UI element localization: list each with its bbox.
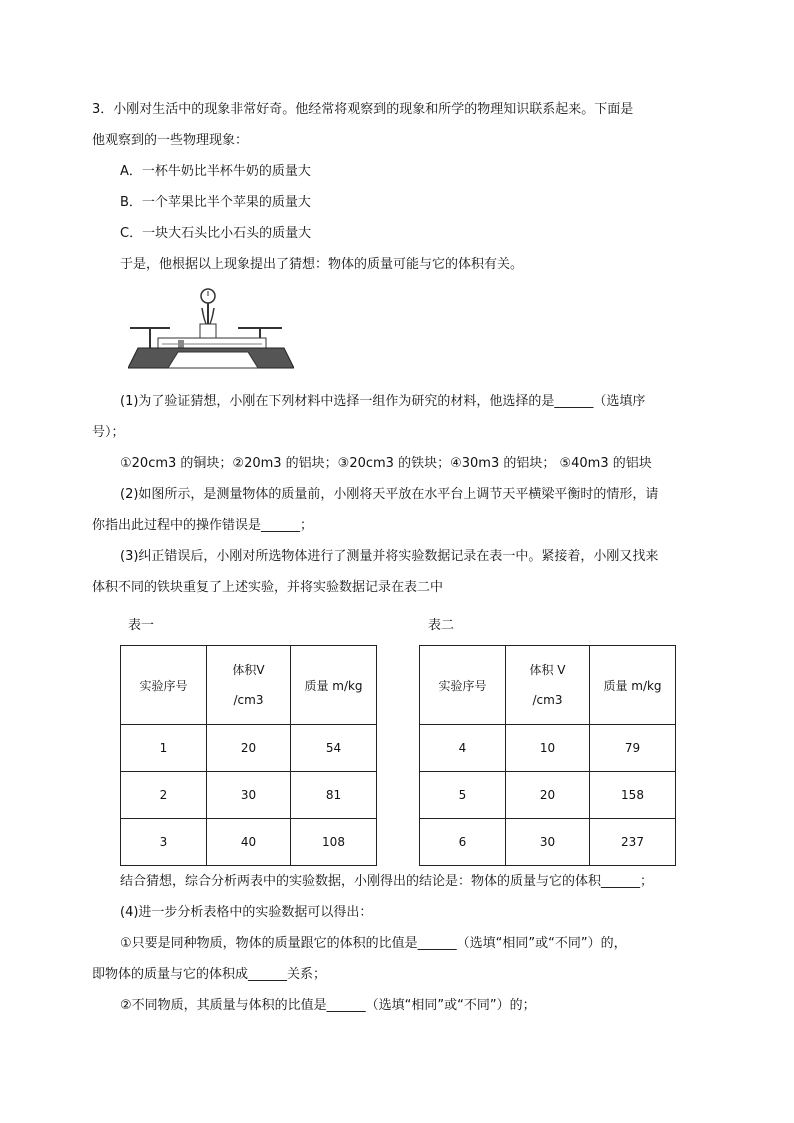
header-cell: 实验序号	[420, 646, 506, 725]
table-row	[121, 819, 377, 866]
question-4: (4)进一步分析表格中的实验数据可以得出：	[120, 905, 373, 920]
table-cell: 20	[506, 772, 590, 819]
header-volume: 体积V	[232, 663, 265, 677]
table-cell: 4	[420, 725, 506, 772]
table-row	[420, 772, 676, 819]
hypothesis: 于是，他根据以上现象提出了猜想：物体的质量可能与它的体积有关。	[120, 257, 524, 272]
header-cell: 质量 m/kg	[590, 646, 676, 725]
header-cell	[207, 646, 291, 725]
question-1-line1: (1)为了验证猜想，小刚在下列材料中选择一组作为研究的材料，他选择的是______（选填序	[120, 394, 646, 409]
question-4a-line2: 即物体的质量与它的体积成______关系；	[92, 967, 327, 982]
question-intro-line2: 他观察到的一些物理现象：	[92, 133, 249, 148]
table-cell: 237	[590, 819, 676, 866]
question-intro-line1: 3．小刚对生活中的现象非常好奇。他经常将观察到的现象和所学的物理知识联系起来。下面是	[92, 102, 634, 117]
conclusion-line: 结合猜想，综合分析两表中的实验数据，小刚得出的结论是：物体的质量与它的体积______；	[120, 874, 654, 889]
table-cell: 20	[207, 725, 291, 772]
observation-a: A．一杯牛奶比半杯牛奶的质量大	[120, 164, 311, 179]
materials-list: ①20cm3 的铜块；②20m3 的铝块；③20cm3 的铁块；④30m3 的铝块； ⑤40m3 的铝块	[120, 456, 652, 471]
table-cell: 6	[420, 819, 506, 866]
balance-scale-illustration	[128, 288, 294, 370]
question-4b: ②不同物质，其质量与体积的比值是______（选填“相同”或“不同”）的；	[120, 998, 536, 1013]
table2-caption: 表二	[428, 618, 455, 633]
header-cell: 实验序号	[121, 646, 207, 725]
table-row	[420, 819, 676, 866]
table-row	[121, 725, 377, 772]
question-2-line2: 你指出此过程中的操作错误是______；	[92, 518, 314, 533]
question-3-line2: 体积不同的铁块重复了上述实验，并将实验数据记录在表二中	[92, 580, 444, 595]
header-volume: 体积 V	[529, 663, 566, 677]
table-cell: 40	[207, 819, 291, 866]
observation-b: B．一个苹果比半个苹果的质量大	[120, 195, 311, 210]
table-cell: 2	[121, 772, 207, 819]
table-cell: 10	[506, 725, 590, 772]
table-cell: 54	[291, 725, 377, 772]
table1-caption: 表一	[128, 618, 155, 633]
table-header-row	[420, 646, 676, 725]
table-cell: 81	[291, 772, 377, 819]
table-cell: 108	[291, 819, 377, 866]
table-row	[121, 772, 377, 819]
table-cell: 158	[590, 772, 676, 819]
table-cell: 1	[121, 725, 207, 772]
table-cell: 5	[420, 772, 506, 819]
observation-c: C．一块大石头比小石头的质量大	[120, 226, 312, 241]
table1	[120, 645, 377, 866]
table2	[419, 645, 676, 866]
table-row	[420, 725, 676, 772]
table-cell: 3	[121, 819, 207, 866]
table-cell: 30	[207, 772, 291, 819]
question-2-line1: (2)如图所示，是测量物体的质量前，小刚将天平放在水平台上调节天平横梁平衡时的情形，请	[120, 487, 659, 502]
header-cell	[506, 646, 590, 725]
header-volume-unit: /cm3	[532, 693, 563, 707]
header-cell: 质量 m/kg	[291, 646, 377, 725]
question-1-line2: 号）；	[92, 425, 125, 440]
question-3-line1: (3)纠正错误后，小刚对所选物体进行了测量并将实验数据记录在表一中。紧接着，小刚又找来	[120, 549, 659, 564]
table-header-row	[121, 646, 377, 725]
table-cell: 79	[590, 725, 676, 772]
header-volume-unit: /cm3	[233, 693, 264, 707]
question-4a-line1: ①只要是同种物质，物体的质量跟它的体积的比值是______（选填“相同”或“不同”）的，	[120, 936, 627, 951]
table-cell: 30	[506, 819, 590, 866]
